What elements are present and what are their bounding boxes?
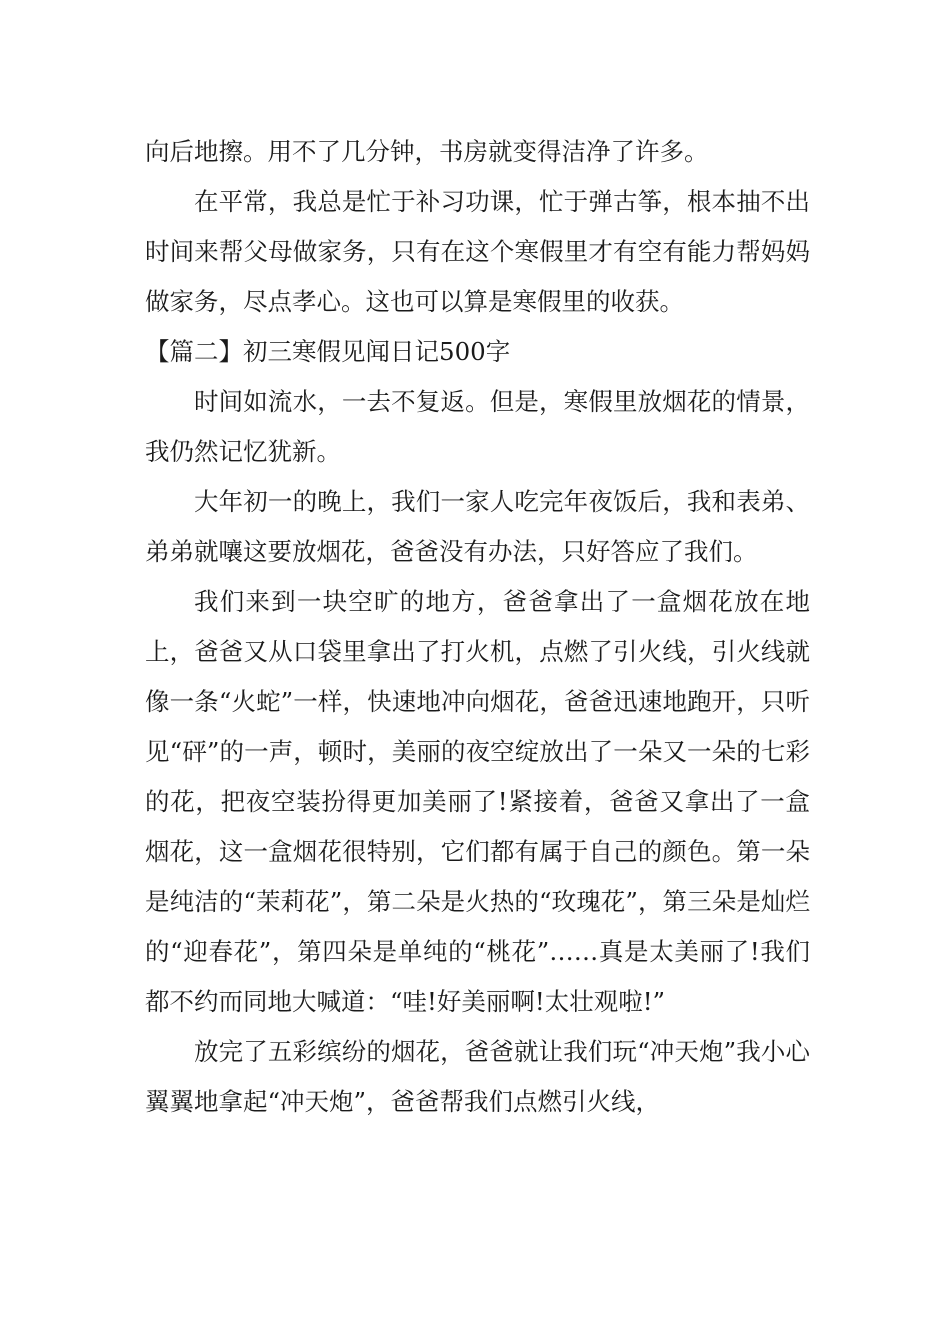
paragraph-housework: 在平常，我总是忙于补习功课，忙于弹古筝，根本抽不出时间来帮父母做家务，只有在这个寒假里才有空有能力帮妈妈做家务，尽点孝心。这也可以算是寒假里的收获。	[145, 187, 810, 316]
paragraph-new-year-eve: 大年初一的晚上，我们一家人吃完年夜饭后，我和表弟、弟弟就嚷这要放烟花，爸爸没有办法，只好答应了我们。	[145, 487, 810, 566]
paragraph-continuation: 向后地擦。用不了几分钟，书房就变得洁净了许多。	[145, 137, 709, 166]
document-body	[145, 127, 810, 1127]
paragraph-fireworks: 我们来到一块空旷的地方，爸爸拿出了一盒烟花放在地上，爸爸又从口袋里拿出了打火机，点燃了引火线，引火线就像一条“火蛇”一样，快速地冲向烟花，爸爸迅速地跑开，只听见“砰”的一声，顿时，美丽的夜空绽放出了一朵又一朵的七彩的花，把夜空装扮得更加美丽了!紧接着，爸爸又拿出了一盒烟花，这一盒烟花很特别，它们都有属于自己的颜色。第一朵是纯洁的“茉莉花”，第二朵是火热的“玫瑰花”，第三朵是灿烂的“迎春花”，第四朵是单纯的“桃花”……真是太美丽了!我们都不约而同地大喊道：“哇!好美丽啊!太壮观啦!”	[145, 587, 810, 1016]
section-heading: 【篇二】初三寒假见闻日记500字	[145, 337, 511, 366]
paragraph-intro: 时间如流水，一去不复返。但是，寒假里放烟花的情景，我仍然记忆犹新。	[145, 387, 810, 466]
paragraph-rockets: 放完了五彩缤纷的烟花，爸爸就让我们玩“冲天炮”我小心翼翼地拿起“冲天炮”，爸爸帮我们点燃引火线，	[145, 1037, 810, 1116]
